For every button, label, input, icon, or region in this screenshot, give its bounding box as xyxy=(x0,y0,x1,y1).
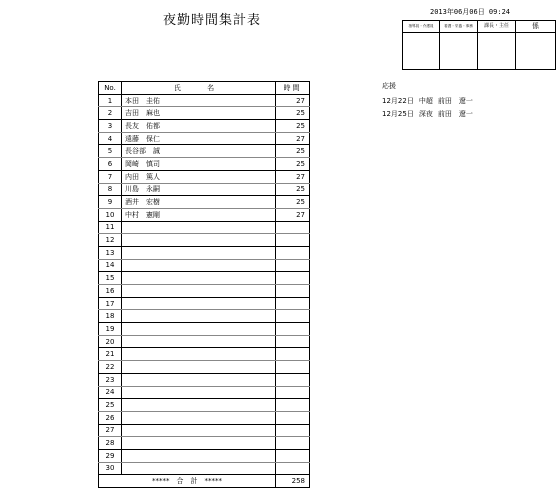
row-name xyxy=(122,335,276,348)
row-name xyxy=(122,411,276,424)
row-name xyxy=(122,373,276,386)
row-hours xyxy=(276,221,310,234)
support-name: 前田 遼一 xyxy=(437,110,473,118)
row-number: 20 xyxy=(99,335,122,348)
document-title: 夜勤時間集計表 xyxy=(163,13,262,28)
row-hours xyxy=(276,462,310,475)
table-row xyxy=(99,399,310,412)
row-name: 岡崎 慎司 xyxy=(122,158,276,171)
row-number: 27 xyxy=(99,424,122,437)
table-row xyxy=(99,196,310,209)
support-heading: 応援 xyxy=(382,82,396,90)
row-number: 23 xyxy=(99,373,122,386)
support-shift: 深夜 xyxy=(418,110,433,118)
stamp-column xyxy=(440,21,478,69)
total-row xyxy=(99,475,310,488)
table-row xyxy=(99,120,310,133)
table-row xyxy=(99,272,310,285)
row-hours xyxy=(276,411,310,424)
table-row xyxy=(99,310,310,323)
table-row xyxy=(99,285,310,298)
table-row xyxy=(99,335,310,348)
row-name: 中村 憲剛 xyxy=(122,208,276,221)
stamp-column-header: 看護・栄養・事務 xyxy=(440,21,477,33)
row-hours xyxy=(276,399,310,412)
row-hours: 25 xyxy=(276,158,310,171)
row-number: 13 xyxy=(99,246,122,259)
header-hours: 時間 xyxy=(276,82,310,95)
row-name xyxy=(122,221,276,234)
row-hours: 25 xyxy=(276,196,310,209)
row-name xyxy=(122,462,276,475)
row-name xyxy=(122,437,276,450)
row-number: 25 xyxy=(99,399,122,412)
row-name xyxy=(122,272,276,285)
table-row xyxy=(99,297,310,310)
table-row xyxy=(99,145,310,158)
row-hours xyxy=(276,285,310,298)
row-number: 10 xyxy=(99,208,122,221)
row-hours: 25 xyxy=(276,120,310,133)
row-name xyxy=(122,424,276,437)
row-hours: 25 xyxy=(276,183,310,196)
row-number: 16 xyxy=(99,285,122,298)
row-hours xyxy=(276,297,310,310)
table-header-row xyxy=(99,82,310,95)
support-shift: 中超 xyxy=(418,97,433,105)
row-number: 4 xyxy=(99,132,122,145)
row-hours xyxy=(276,323,310,336)
table-row xyxy=(99,462,310,475)
row-number: 19 xyxy=(99,323,122,336)
table-row xyxy=(99,132,310,145)
row-number: 7 xyxy=(99,170,122,183)
row-number: 22 xyxy=(99,361,122,374)
print-timestamp: 2013年06月06日 09:24 xyxy=(430,8,511,16)
row-hours xyxy=(276,449,310,462)
row-number: 11 xyxy=(99,221,122,234)
table-row xyxy=(99,323,310,336)
table-row xyxy=(99,348,310,361)
row-number: 14 xyxy=(99,259,122,272)
row-number: 2 xyxy=(99,107,122,120)
row-hours xyxy=(276,386,310,399)
row-name xyxy=(122,234,276,247)
row-name: 内田 篤人 xyxy=(122,170,276,183)
row-hours xyxy=(276,437,310,450)
support-date: 12月22日 xyxy=(382,97,414,105)
row-number: 3 xyxy=(99,120,122,133)
table-row xyxy=(99,183,310,196)
row-name xyxy=(122,310,276,323)
header-no: No. xyxy=(99,82,122,95)
support-line xyxy=(382,95,478,108)
header-name: 氏 名 xyxy=(122,82,276,95)
table-row xyxy=(99,437,310,450)
row-number: 26 xyxy=(99,411,122,424)
table-row xyxy=(99,259,310,272)
row-name xyxy=(122,285,276,298)
stamp-column xyxy=(516,21,555,69)
total-label: ***** 合 計 ***** xyxy=(99,475,276,488)
table-row xyxy=(99,221,310,234)
stamp-column-header: 係 xyxy=(516,21,555,33)
row-name: 吉田 麻也 xyxy=(122,107,276,120)
table-row xyxy=(99,361,310,374)
table-row xyxy=(99,158,310,171)
row-hours: 25 xyxy=(276,107,310,120)
row-number: 1 xyxy=(99,94,122,107)
row-hours xyxy=(276,335,310,348)
row-hours xyxy=(276,259,310,272)
row-number: 24 xyxy=(99,386,122,399)
row-hours: 25 xyxy=(276,145,310,158)
row-number: 28 xyxy=(99,437,122,450)
row-name xyxy=(122,449,276,462)
row-number: 17 xyxy=(99,297,122,310)
row-hours xyxy=(276,373,310,386)
row-hours xyxy=(276,361,310,374)
row-name xyxy=(122,361,276,374)
row-name: 酒井 宏樹 xyxy=(122,196,276,209)
table-row xyxy=(99,170,310,183)
row-name xyxy=(122,297,276,310)
table-row xyxy=(99,373,310,386)
row-hours xyxy=(276,234,310,247)
support-date: 12月25日 xyxy=(382,110,414,118)
row-name: 遠藤 保仁 xyxy=(122,132,276,145)
row-number: 30 xyxy=(99,462,122,475)
row-name xyxy=(122,246,276,259)
stamp-column-header: 課長・主任 xyxy=(478,21,515,33)
row-hours xyxy=(276,272,310,285)
row-name: 川島 永嗣 xyxy=(122,183,276,196)
row-hours xyxy=(276,424,310,437)
table-row xyxy=(99,449,310,462)
row-hours xyxy=(276,348,310,361)
table-row xyxy=(99,411,310,424)
table-row xyxy=(99,107,310,120)
row-number: 18 xyxy=(99,310,122,323)
table-row xyxy=(99,246,310,259)
stamp-column-header: 指導員・介護員 xyxy=(403,21,439,33)
row-number: 5 xyxy=(99,145,122,158)
approval-stamp-box xyxy=(402,20,556,70)
stamp-column xyxy=(403,21,440,69)
table-row xyxy=(99,386,310,399)
night-shift-table xyxy=(98,81,310,488)
row-hours xyxy=(276,310,310,323)
row-hours: 27 xyxy=(276,94,310,107)
row-number: 15 xyxy=(99,272,122,285)
table-row xyxy=(99,424,310,437)
table-row xyxy=(99,208,310,221)
row-name: 長谷部 誠 xyxy=(122,145,276,158)
support-section xyxy=(382,81,478,121)
row-number: 21 xyxy=(99,348,122,361)
support-line xyxy=(382,108,478,121)
row-number: 9 xyxy=(99,196,122,209)
row-name: 本田 圭佑 xyxy=(122,94,276,107)
table-row xyxy=(99,234,310,247)
stamp-column xyxy=(478,21,516,69)
row-hours: 27 xyxy=(276,132,310,145)
row-name xyxy=(122,399,276,412)
row-name xyxy=(122,259,276,272)
row-name xyxy=(122,348,276,361)
row-name: 長友 佑都 xyxy=(122,120,276,133)
table-row xyxy=(99,94,310,107)
row-number: 6 xyxy=(99,158,122,171)
support-name: 前田 遼一 xyxy=(437,97,473,105)
row-name xyxy=(122,386,276,399)
row-hours: 27 xyxy=(276,208,310,221)
row-number: 8 xyxy=(99,183,122,196)
row-number: 12 xyxy=(99,234,122,247)
total-value: 258 xyxy=(276,475,310,488)
row-name xyxy=(122,323,276,336)
row-hours: 27 xyxy=(276,170,310,183)
row-hours xyxy=(276,246,310,259)
row-number: 29 xyxy=(99,449,122,462)
